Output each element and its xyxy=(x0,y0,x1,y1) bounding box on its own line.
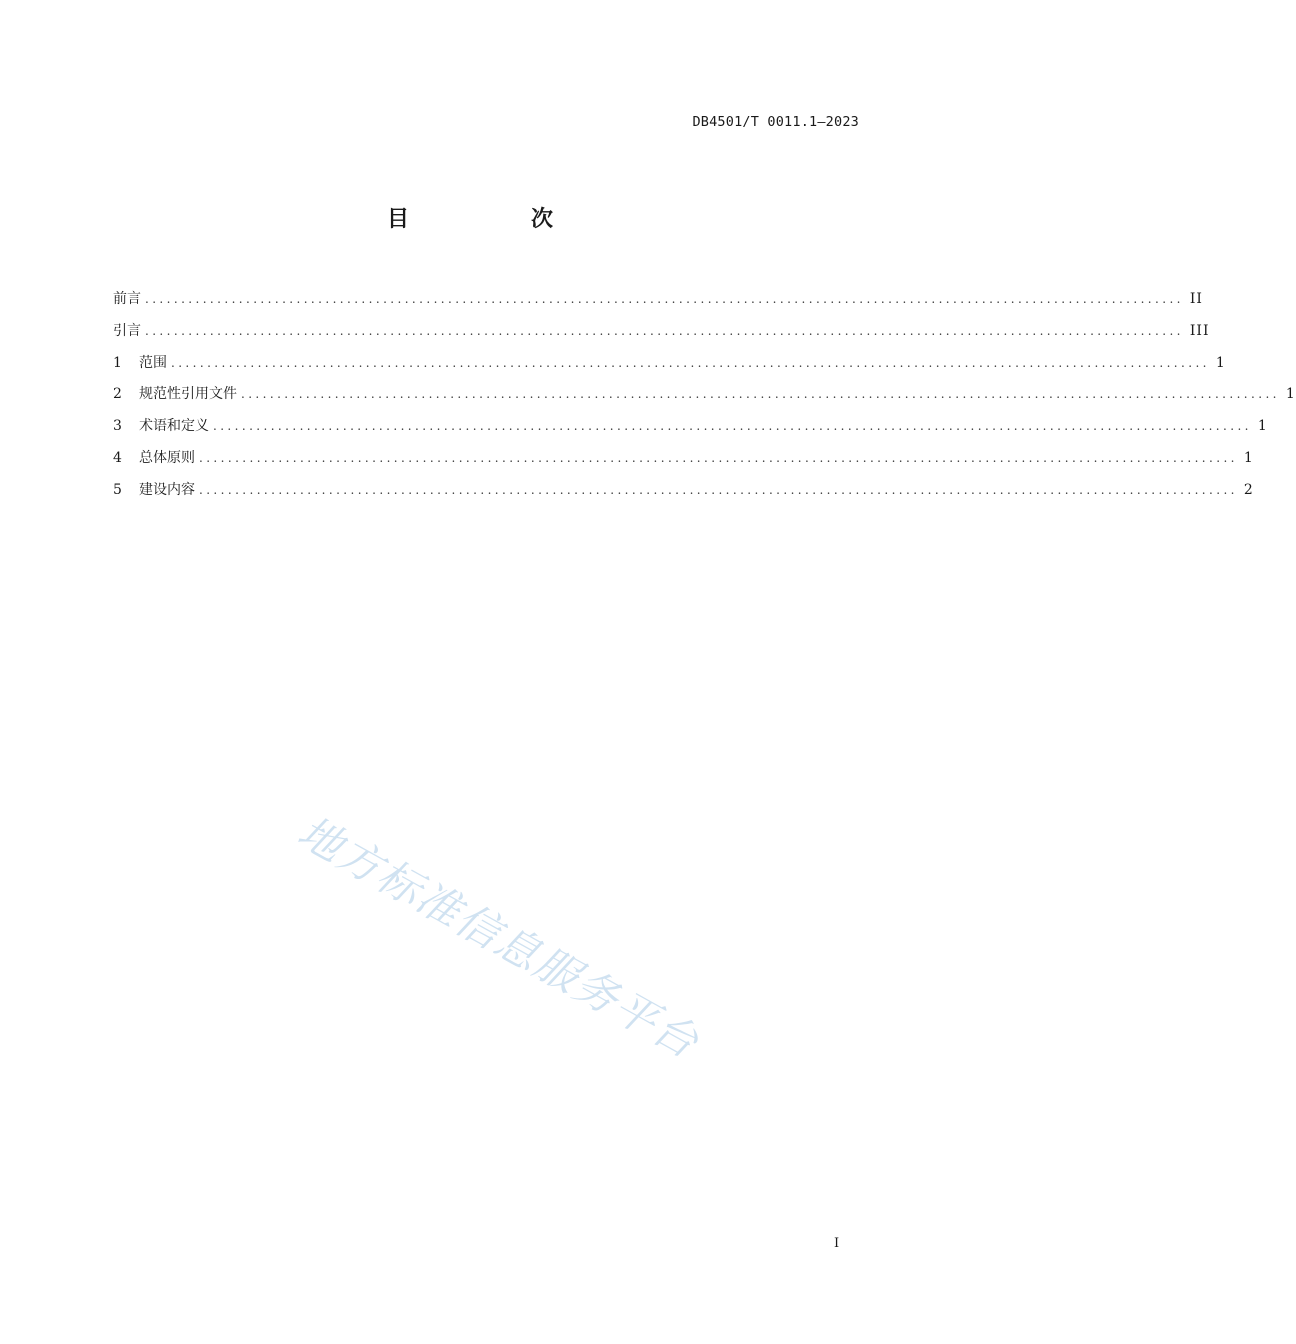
toc-item-introduction[interactable] xyxy=(113,320,1210,352)
toc-item-label: 引言 xyxy=(113,322,141,339)
toc-item-number: 2 xyxy=(113,386,122,403)
watermark-text: 地方标准信息服务平台 xyxy=(289,807,708,1070)
toc-item-page: III xyxy=(1189,322,1210,339)
toc-item-page: 2 xyxy=(1243,481,1254,498)
toc-item-label: 规范性引用文件 xyxy=(139,386,237,403)
toc-title: 目 次 xyxy=(386,207,603,232)
toc-item-page: II xyxy=(1189,291,1203,307)
toc-leader-dots: ................................................................................................................................................ xyxy=(199,450,1238,465)
toc-item-number: 4 xyxy=(113,449,122,466)
toc-leader-dots: ................................................................................................................................................ xyxy=(199,482,1238,497)
toc-item-general-principles[interactable] xyxy=(113,447,1254,479)
toc-item-normative-references[interactable] xyxy=(113,383,1296,415)
toc-leader-dots: ................................................................................................................................................ xyxy=(145,323,1184,338)
page-number: I xyxy=(834,1236,840,1251)
toc-leader-dots: ................................................................................................................................................ xyxy=(145,292,1184,306)
document-code: DB4501/T 0011.1—2023 xyxy=(692,114,859,130)
toc-item-page: 1 xyxy=(1215,354,1226,371)
table-of-contents xyxy=(113,288,1296,511)
toc-item-number: 3 xyxy=(113,418,122,435)
toc-item-number: 1 xyxy=(113,354,122,371)
toc-leader-dots: ................................................................................................................................................ xyxy=(213,419,1252,434)
toc-item-foreword[interactable] xyxy=(113,288,1203,320)
toc-item-terms-definitions[interactable] xyxy=(113,415,1268,447)
toc-item-label: 前言 xyxy=(113,291,141,307)
toc-item-number: 5 xyxy=(113,481,122,498)
toc-item-construction-content[interactable] xyxy=(113,479,1254,511)
toc-leader-dots: ................................................................................................................................................ xyxy=(241,387,1280,402)
toc-item-page: 1 xyxy=(1285,386,1296,403)
toc-item-label: 术语和定义 xyxy=(139,418,209,435)
toc-item-page: 1 xyxy=(1257,418,1268,435)
toc-item-label: 建设内容 xyxy=(139,481,195,498)
toc-item-label: 范围 xyxy=(139,354,167,371)
toc-item-scope[interactable] xyxy=(113,352,1226,384)
toc-item-page: 1 xyxy=(1243,449,1254,466)
toc-item-label: 总体原则 xyxy=(139,449,195,466)
toc-leader-dots: ................................................................................................................................................ xyxy=(171,355,1210,370)
